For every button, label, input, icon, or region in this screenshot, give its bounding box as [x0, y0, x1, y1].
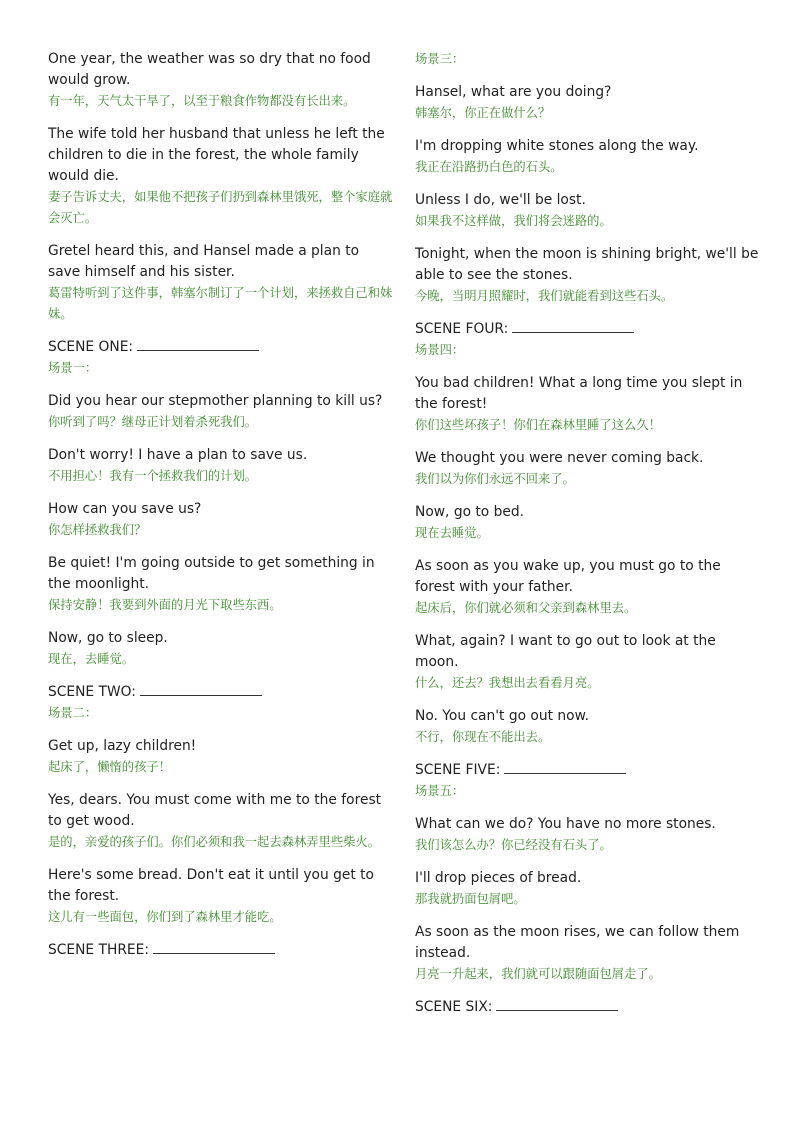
dialogue-line [48, 445, 393, 487]
scene-title-blank[interactable] [153, 941, 275, 954]
dialogue-line [415, 448, 760, 490]
scene-title [48, 940, 393, 961]
chinese-translation: 你听到了吗？继母正计划着杀死我们。 [48, 415, 258, 429]
chinese-translation: 起床了，懒惰的孩子！ [48, 760, 171, 774]
english-text: I'll drop pieces of bread. [415, 870, 582, 886]
scene-title [415, 760, 760, 781]
right-column [415, 49, 760, 1030]
dialogue-line [48, 241, 393, 325]
english-text: One year, the weather was so dry that no food would grow. [48, 51, 371, 88]
chinese-scene-label: 场景三： [415, 52, 465, 66]
english-text: I'm dropping white stones along the way. [415, 138, 699, 154]
english-text: Here's some bread. Don't eat it until you get to the forest. [48, 867, 374, 904]
chinese-scene-label: 场景一： [48, 361, 98, 375]
scene-label: SCENE FOUR: [415, 321, 509, 337]
english-text: Don't worry! I have a plan to save us. [48, 447, 308, 463]
dialogue-line [415, 373, 760, 436]
english-text: Unless I do, we'll be lost. [415, 192, 586, 208]
chinese-translation: 不用担心！我有一个拯救我们的计划。 [48, 469, 258, 483]
dialogue-line [48, 736, 393, 778]
english-text: Did you hear our stepmother planning to kill us? [48, 393, 383, 409]
dialogue-line [48, 124, 393, 229]
chinese-translation: 那我就扔面包屑吧。 [415, 892, 526, 906]
english-text: Tonight, when the moon is shining bright, we'll be able to see the stones. [415, 246, 759, 283]
dialogue-line [48, 628, 393, 670]
chinese-translation: 什么，还去？我想出去看看月亮。 [415, 676, 600, 690]
chinese-translation: 保持安静！我要到外面的月光下取些东西。 [48, 598, 282, 612]
dialogue-line [48, 391, 393, 433]
left-column [48, 49, 393, 973]
dialogue-line [415, 706, 760, 748]
dialogue-line [415, 922, 760, 985]
scene-label: SCENE ONE: [48, 339, 134, 355]
english-text: Now, go to bed. [415, 504, 525, 520]
english-text: Gretel heard this, and Hansel made a plan to save himself and his sister. [48, 243, 360, 280]
dialogue-line [415, 631, 760, 694]
english-text: We thought you were never coming back. [415, 450, 704, 466]
dialogue-line [48, 790, 393, 853]
english-text: What, again? I want to go out to look at the moon. [415, 633, 716, 670]
scene-heading [415, 760, 760, 802]
dialogue-line [415, 868, 760, 910]
chinese-translation: 韩塞尔，你正在做什么？ [415, 106, 551, 120]
chinese-scene-label: 场景二： [48, 706, 98, 720]
english-text: Get up, lazy children! [48, 738, 197, 754]
scene-title [415, 997, 760, 1018]
chinese-translation: 有一年，天气太干旱了，以至于粮食作物都没有长出来。 [48, 94, 356, 108]
dialogue-line [48, 499, 393, 541]
scene-heading [48, 682, 393, 724]
chinese-translation: 今晚，当明月照耀时，我们就能看到这些石头。 [415, 289, 674, 303]
chinese-translation: 是的，亲爱的孩子们。你们必须和我一起去森林弄里些柴火。 [48, 835, 381, 849]
dialogue-line [415, 82, 760, 124]
english-text: As soon as the moon rises, we can follow them instead. [415, 924, 740, 961]
chinese-translation: 如果我不这样做，我们将会迷路的。 [415, 214, 612, 228]
scene-title-blank[interactable] [140, 683, 262, 696]
scene-label: SCENE THREE: [48, 942, 150, 958]
scene-heading [48, 940, 393, 961]
scene-title-blank[interactable] [137, 338, 259, 351]
dialogue-line [415, 556, 760, 619]
chinese-translation: 起床后，你们就必须和父亲到森林里去。 [415, 601, 637, 615]
english-text: Now, go to sleep. [48, 630, 168, 646]
dialogue-line [415, 244, 760, 307]
english-text: Yes, dears. You must come with me to the forest to get wood. [48, 792, 382, 829]
chinese-scene-label: 场景五： [415, 784, 465, 798]
english-text: No. You can't go out now. [415, 708, 589, 724]
chinese-translation: 妻子告诉丈夫，如果他不把孩子们扔到森林里饿死，整个家庭就会灭亡。 [48, 190, 393, 225]
english-text: How can you save us? [48, 501, 202, 517]
scene-title-blank[interactable] [504, 761, 626, 774]
dialogue-line [415, 190, 760, 232]
chinese-translation: 这儿有一些面包，你们到了森林里才能吃。 [48, 910, 282, 924]
dialogue-line [415, 814, 760, 856]
english-text: What can we do? You have no more stones. [415, 816, 716, 832]
chinese-translation: 我们以为你们永远不回来了。 [415, 472, 575, 486]
scene-title-blank[interactable] [496, 998, 618, 1011]
chinese-translation: 你们这些坏孩子！你们在森林里睡了这么久！ [415, 418, 661, 432]
scene-title [415, 319, 760, 340]
scene-title [48, 682, 393, 703]
dialogue-line [415, 136, 760, 178]
english-text: Be quiet! I'm going outside to get something in the moonlight. [48, 555, 375, 592]
chinese-translation: 现在去睡觉。 [415, 526, 489, 540]
scene-label: SCENE FIVE: [415, 762, 501, 778]
dialogue-line [415, 49, 760, 70]
dialogue-line [415, 502, 760, 544]
scene-heading [48, 337, 393, 379]
chinese-translation: 我正在沿路扔白色的石头。 [415, 160, 563, 174]
chinese-translation: 我们该怎么办？你已经没有石头了。 [415, 838, 612, 852]
dialogue-line [48, 865, 393, 928]
english-text: You bad children! What a long time you slept in the forest! [415, 375, 743, 412]
scene-heading [415, 319, 760, 361]
scene-label: SCENE TWO: [48, 684, 136, 700]
chinese-scene-label: 场景四： [415, 343, 465, 357]
chinese-translation: 现在，去睡觉。 [48, 652, 135, 666]
chinese-translation: 葛雷特听到了这件事，韩塞尔制订了一个计划，来拯救自己和妹妹。 [48, 286, 393, 321]
scene-title-blank[interactable] [512, 320, 634, 333]
scene-heading [415, 997, 760, 1018]
english-text: Hansel, what are you doing? [415, 84, 612, 100]
english-text: As soon as you wake up, you must go to the forest with your father. [415, 558, 721, 595]
chinese-translation: 月亮一升起来，我们就可以跟随面包屑走了。 [415, 967, 661, 981]
chinese-translation: 不行，你现在不能出去。 [415, 730, 551, 744]
dialogue-line [48, 49, 393, 112]
english-text: The wife told her husband that unless he left the children to die in the forest, the whole family would die. [48, 126, 385, 184]
chinese-translation: 你怎样拯救我们？ [48, 523, 147, 537]
dialogue-line [48, 553, 393, 616]
scene-label: SCENE SIX: [415, 999, 493, 1015]
scene-title [48, 337, 393, 358]
